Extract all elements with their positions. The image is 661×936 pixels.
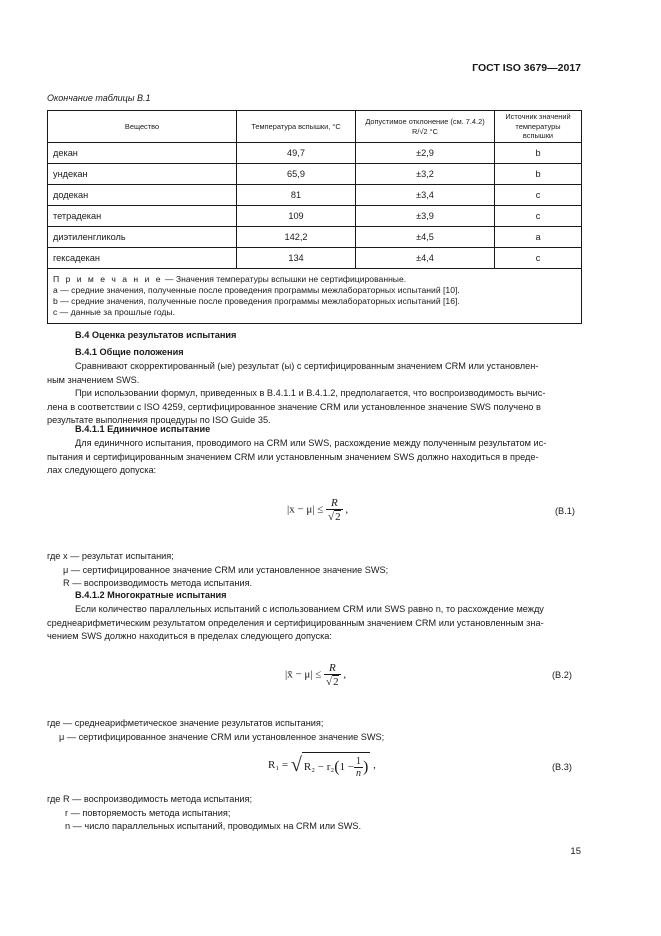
formula-tail: , [343, 668, 347, 681]
cell-substance: гексадекан [48, 248, 237, 269]
cell-source: b [495, 143, 582, 164]
where-line: μ — сертифицированное значение CRM или установленное значение SWS; [59, 731, 385, 742]
table-note [48, 269, 582, 324]
sqrt-radicand [302, 752, 371, 779]
cell-flash-point: 134 [237, 248, 356, 269]
section-b4-title: B.4 Оценка результатов испытания [75, 330, 237, 340]
table-row [48, 206, 582, 227]
cell-tolerance: ±3,2 [356, 164, 495, 185]
cell-tolerance: ±4,4 [356, 248, 495, 269]
where-line: r — повторяемость метода испытания; [65, 807, 231, 818]
cell-tolerance: ±2,9 [356, 143, 495, 164]
cell-tolerance: ±4,5 [356, 227, 495, 248]
sqrt-radicand: 2 [333, 676, 339, 688]
note-line-a: a — средние значения, полученные после проведения программы межлабораторных испытаний [10]. [53, 285, 460, 295]
cell-substance: декан [48, 143, 237, 164]
formula-fraction [326, 497, 343, 523]
where-block-b2 [47, 717, 582, 744]
equation-number: (B.2) [552, 670, 572, 680]
header-source: Источник значений температуры вспышки [495, 111, 582, 143]
header-flash-point: Температура вспышки, °C [237, 111, 356, 143]
formula-lhs: |x − μ| ≤ [287, 503, 324, 516]
table-caption: Окончание таблицы B.1 [47, 93, 151, 103]
fraction-numerator: R [328, 662, 336, 674]
cell-tolerance: ±3,4 [356, 185, 495, 206]
table-header-row [48, 111, 582, 143]
sqrt-radicand: 2 [335, 511, 341, 523]
note-label: П р и м е ч а н и е [53, 274, 163, 284]
text-line: ным значением SWS. [47, 374, 140, 385]
fraction-numerator: R [330, 497, 338, 509]
paren-close: ) [363, 758, 369, 776]
formula-tail: , [345, 503, 349, 516]
text-line: пытания и сертифицированным значением CRM или установленным значением SWS должно находиться в преде- [47, 451, 539, 462]
equation-number: (B.3) [552, 762, 572, 772]
cell-flash-point: 142,2 [237, 227, 356, 248]
page-number: 15 [570, 846, 581, 857]
cell-flash-point: 109 [237, 206, 356, 227]
radicand-terms: R₂ − r₂ [303, 761, 335, 774]
table-note-row [48, 269, 582, 324]
section-b41-text [47, 360, 582, 428]
cell-substance: ундекан [48, 164, 237, 185]
section-b411-text [47, 437, 582, 478]
section-b411-title: B.4.1.1 Единичное испытание [75, 424, 211, 434]
text-line: среднеарифметическим результатом определения и сертифицированным значением CRM или установленным зна- [47, 617, 544, 628]
where-line: n — число параллельных испытаний, проводимых на CRM или SWS. [65, 821, 362, 832]
formula-b2 [285, 662, 346, 688]
text-line: результате выполнения процедуры по ISO Guide 35. [47, 415, 271, 426]
formula-fraction [354, 756, 363, 779]
text-line: Сравнивают скорректированный (ые) результат (ы) с сертифицированным значением CRM или установлен- [75, 361, 539, 371]
fraction-numerator: 1 [356, 756, 362, 767]
table-row [48, 164, 582, 185]
cell-substance: тетрадекан [48, 206, 237, 227]
cell-tolerance: ±3,9 [356, 206, 495, 227]
note-first-line [53, 274, 576, 285]
cell-source: c [495, 206, 582, 227]
cell-source: a [495, 227, 582, 248]
sqrt-icon: √ [290, 754, 302, 776]
standard-designation: ГОСТ ISO 3679—2017 [472, 62, 581, 74]
table-row [48, 227, 582, 248]
equation-number: (B.1) [555, 506, 575, 516]
section-b412-text [47, 603, 582, 644]
cell-source: c [495, 185, 582, 206]
note-line-b: b — средние значения, полученные после проведения программы межлабораторных испытаний [16]. [53, 296, 460, 306]
text-line: лах следующего допуска: [47, 465, 157, 476]
where-block-b3 [47, 793, 582, 834]
paren-open: ( [334, 758, 340, 776]
text-line: Если количество параллельных испытаний с использованием CRM или SWS равно n, то расхождение между [75, 604, 544, 614]
fraction-denominator: √2 [326, 676, 339, 688]
formula-lhs: R₁ = [268, 759, 289, 772]
text-line: Для единичного испытания, проводимого на CRM или SWS, расхождение между полученным результатом ис- [75, 438, 547, 448]
formula-b1 [287, 497, 348, 523]
cell-source: c [495, 248, 582, 269]
formula-b3 [268, 752, 376, 779]
text-line: При использовании формул, приведенных в B.4.1.1 и B.4.1.2, предполагается, что воспроизводимость вычис- [75, 388, 546, 399]
cell-flash-point: 49,7 [237, 143, 356, 164]
table-row [48, 185, 582, 206]
text-line: лена в соответствии с ISO 4259, сертифицированное значение CRM или установленное значение SWS получено в [47, 401, 541, 412]
flash-point-table [47, 110, 582, 324]
where-line: где R — воспроизводимость метода испытания; [47, 794, 253, 804]
cell-flash-point: 81 [237, 185, 356, 206]
cell-source: b [495, 164, 582, 185]
formula-fraction [324, 662, 341, 688]
cell-substance: диэтиленгликоль [48, 227, 237, 248]
text-line: чением SWS должно находиться в пределах следующего допуска: [47, 631, 332, 642]
where-line: R — воспроизводимость метода испытания. [63, 578, 253, 589]
note-text: — Значения температуры вспышки не сертифицированные. [162, 274, 407, 284]
where-line: μ — сертифицированное значение CRM или установленное значение SWS; [63, 564, 389, 575]
header-substance: Вещество [48, 111, 237, 143]
where-block-b1 [47, 550, 582, 591]
note-line-c: c — данные за прошлые годы. [53, 307, 175, 317]
cell-substance: додекан [48, 185, 237, 206]
section-b412-title: B.4.1.2 Многократные испытания [75, 590, 227, 600]
fraction-denominator: √2 [328, 511, 341, 523]
fraction-denominator: n [356, 768, 362, 779]
table-row [48, 143, 582, 164]
where-line: где — среднеарифметическое значение результатов испытания; [47, 718, 324, 728]
formula-tail: , [373, 759, 376, 772]
header-tolerance: Допустимое отклонение (см. 7.4.2) R/√2 °C [356, 111, 495, 143]
one-minus: 1 − [339, 761, 355, 774]
where-line: где x — результат испытания; [47, 551, 174, 561]
table-row [48, 248, 582, 269]
cell-flash-point: 65,9 [237, 164, 356, 185]
section-b41-title: B.4.1 Общие положения [75, 347, 184, 357]
formula-lhs: |x̄ − μ| ≤ [285, 668, 322, 681]
